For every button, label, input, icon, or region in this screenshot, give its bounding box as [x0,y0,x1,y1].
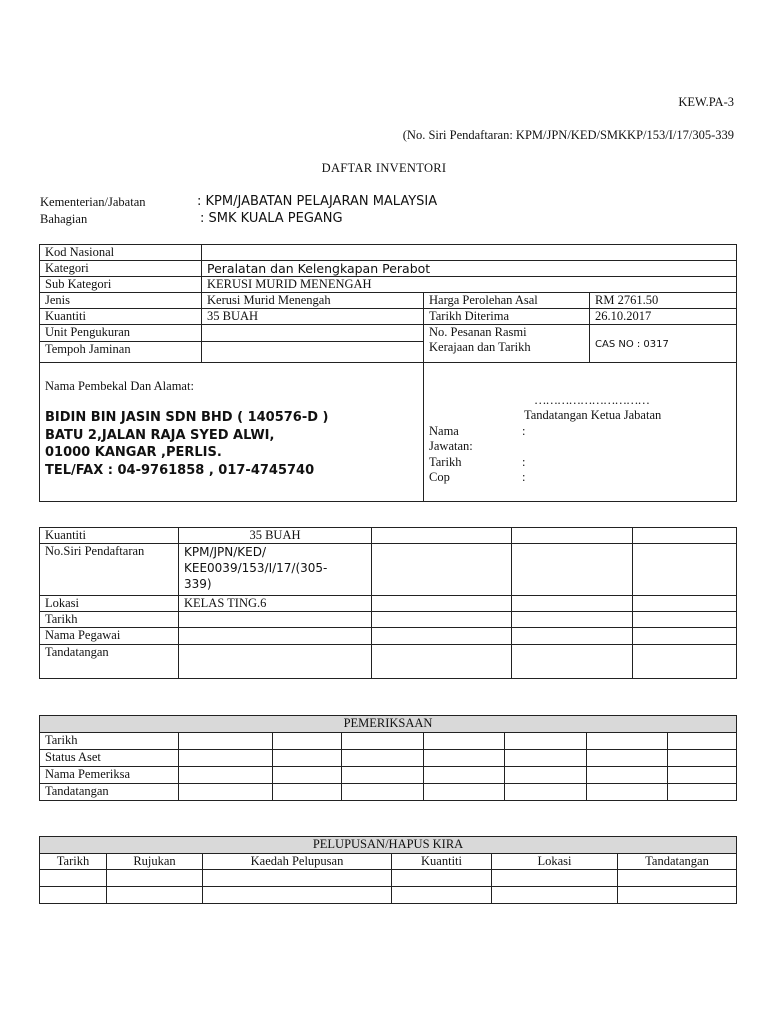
sig-tarikh-colon: : [522,454,526,469]
sig-tarikh-label: Tarikh [429,454,462,469]
harga-label: Harga Perolehan Asal [424,293,590,309]
supplier-address [45,409,329,479]
disposal-col-header: Tandatangan [618,854,737,870]
supplier-line-4: TEL/FAX : 04-9761858 , 017-4745740 [45,462,315,478]
serial-line: (No. Siri Pendaftaran: KPM/JPN/KED/SMKKP/153/I/17/305-339 [402,128,734,142]
pesanan-label-line-1: No. Pesanan Rasmi [429,325,527,339]
placement-pegawai-label: Nama Pegawai [40,628,179,645]
disposal-col-header: Lokasi [492,854,618,870]
kod-nasional-label: Kod Nasional [40,245,202,261]
division-value: : SMK KUALA PEGANG [200,211,343,226]
asset-table [39,244,737,502]
kod-nasional-value [202,245,737,261]
disposal-title: PELUPUSAN/HAPUS KIRA [40,837,737,854]
supplier-label: Nama Pembekal Dan Alamat: [45,379,194,393]
inspection-row-label: Tandatangan [40,784,179,801]
kuantiti-label: Kuantiti [40,309,202,325]
disposal-row [40,870,737,887]
inspection-row-label: Nama Pemeriksa [40,767,179,784]
placement-table [39,527,737,679]
division-label: Bahagian [40,212,88,226]
inspection-row-label: Tarikh [40,733,179,750]
placement-lokasi-label: Lokasi [40,596,179,612]
sig-cop-label: Cop [429,469,450,484]
tarikh-diterima-value: 26.10.2017 [590,309,737,325]
tempoh-label: Tempoh Jaminan [40,342,202,363]
sig-cop-colon: : [522,469,526,484]
page-title: DAFTAR INVENTORI [321,161,447,175]
supplier-line-3: 01000 KANGAR ,PERLIS. [45,445,222,460]
ministry-label: Kementerian/Jabatan [40,195,146,209]
siri-value-line-3: 339) [184,577,212,591]
siri-value-line-1: KPM/JPN/KED/ [184,545,267,559]
disposal-col-header: Rujukan [107,854,203,870]
ministry-value: : KPM/JABATAN PELAJARAN MALAYSIA [197,194,438,209]
kategori-label: Kategori [40,261,202,277]
pesanan-label [424,325,590,363]
form-code: KEW.PA-3 [678,95,734,109]
supplier-line-1: BIDIN BIN JASIN SDN BHD ( 140576-D ) [45,410,329,425]
kuantiti-value: 35 BUAH [202,309,424,325]
kategori-value: Peralatan dan Kelengkapan Perabot [202,261,737,277]
inspection-row-label: Status Aset [40,750,179,767]
disposal-col-header: Kaedah Pelupusan [203,854,392,870]
disposal-row [40,887,737,904]
disposal-col-header: Kuantiti [392,854,492,870]
tempoh-value [202,342,424,363]
disposal-col-header: Tarikh [40,854,107,870]
sig-nama-label: Nama [429,424,459,438]
placement-tandatangan-label: Tandatangan [40,645,179,679]
placement-kuantiti-value: 35 BUAH [179,528,372,544]
signature-cell [424,363,737,502]
inspection-title: PEMERIKSAAN [40,716,737,733]
pesanan-value-cell [590,325,737,363]
signature-caption: Tandatangan Ketua Jabatan [524,408,662,422]
sub-kategori-value: KERUSI MURID MENENGAH [202,277,737,293]
unit-label: Unit Pengukuran [40,325,202,342]
signature-fields [429,424,473,485]
sig-jawatan-label: Jawatan: [429,439,473,454]
sig-nama-colon: : [522,424,526,438]
pesanan-label-line-2: Kerajaan dan Tarikh [429,340,531,354]
siri-value-line-2: KEE0039/153/I/17/(305- [184,561,328,575]
disposal-table [39,836,737,904]
inspection-table [39,715,737,801]
placement-kuantiti-label: Kuantiti [40,528,179,544]
sub-kategori-label: Sub Kategori [40,277,202,293]
jenis-label: Jenis [40,293,202,309]
placement-siri-value [179,544,372,596]
placement-siri-label: No.Siri Pendaftaran [40,544,179,596]
jenis-value: Kerusi Murid Menengah [202,293,424,309]
signature-line: ………………………… [534,393,649,407]
tarikh-diterima-label: Tarikh Diterima [424,309,590,325]
supplier-cell [40,363,424,502]
signature-colons [522,424,525,485]
placement-lokasi-value: KELAS TING.6 [179,596,372,612]
supplier-line-2: BATU 2,JALAN RAJA SYED ALWI, [45,427,275,443]
placement-tarikh-label: Tarikh [40,612,179,628]
pesanan-value: CAS NO : 0317 [595,338,669,350]
harga-value: RM 2761.50 [590,293,737,309]
unit-value [202,325,424,342]
